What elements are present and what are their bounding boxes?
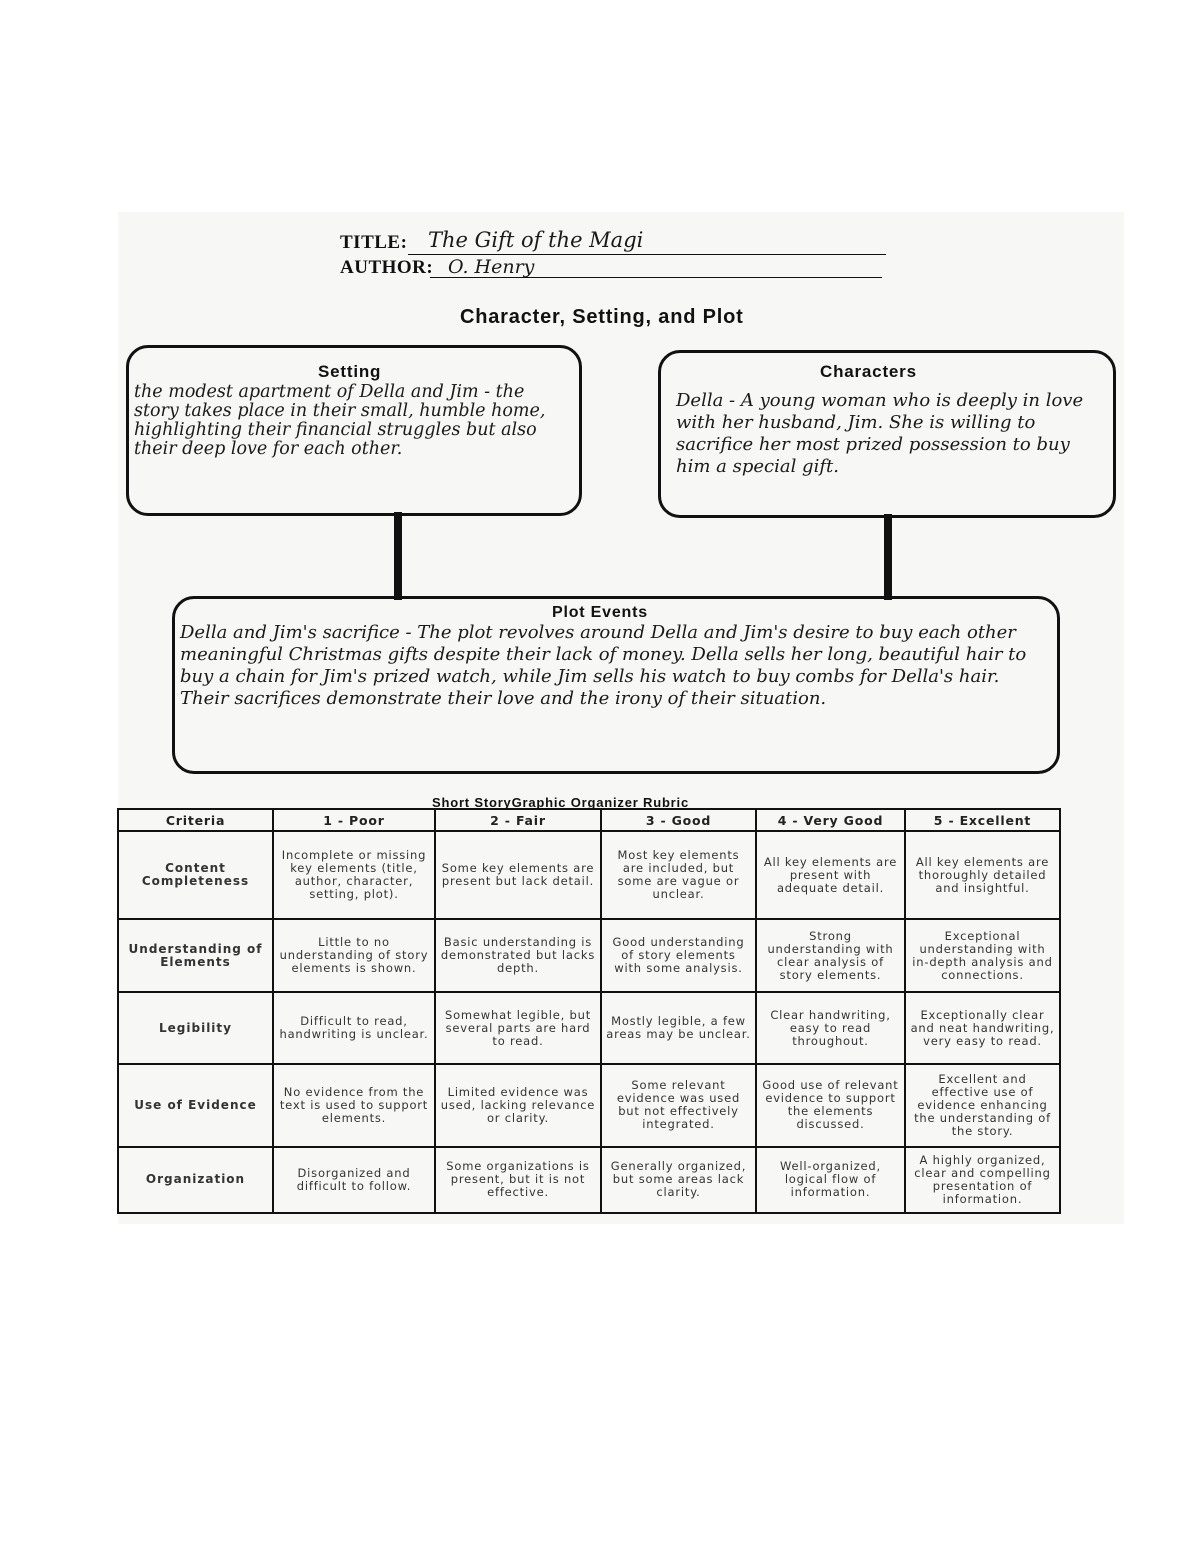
table-row [118,831,1060,919]
rubric-caption: Short StoryGraphic Organizer Rubric [432,795,689,810]
header-poor: 1 - Poor [273,809,435,831]
table-cell: Little to no understanding of story elements is shown. [273,919,435,991]
table-row [118,919,1060,991]
table-cell: Good use of relevant evidence to support the elements discussed. [756,1064,905,1146]
table-cell: Most key elements are included, but some are vague or unclear. [601,831,756,919]
author-label: AUTHOR: [340,257,434,278]
header-good: 3 - Good [601,809,756,831]
criteria-cell: Content Completeness [118,831,273,919]
header-fair: 2 - Fair [435,809,601,831]
table-row [118,992,1060,1064]
table-cell: Somewhat legible, but several parts are hard to read. [435,992,601,1064]
table-row [118,1064,1060,1146]
table-cell: All key elements are present with adequate detail. [756,831,905,919]
characters-plot-connector [884,514,892,600]
table-cell: Incomplete or missing key elements (title, author, character, setting, plot). [273,831,435,919]
author-value: O. Henry [448,256,535,278]
section-title: Character, Setting, and Plot [460,306,744,328]
characters-text: Della - A young woman who is deeply in love with her husband, Jim. She is willing to sacrifice her most prized possession to buy him a special gift. [676,390,1084,477]
setting-plot-connector [394,512,402,600]
table-cell: Mostly legible, a few areas may be unclear. [601,992,756,1064]
rubric-table [117,808,1061,1214]
table-cell: Basic understanding is demonstrated but lacks depth. [435,919,601,991]
criteria-cell: Understanding of Elements [118,919,273,991]
table-cell: No evidence from the text is used to support elements. [273,1064,435,1146]
characters-title: Characters [820,362,917,381]
plot-text: Della and Jim's sacrifice - The plot revolves around Della and Jim's desire to buy each other meaningful Christmas gifts despite their lack of money. Della sells her long, beautiful hair to buy a chain for Jim's prized watch, while Jim sells his watch to buy combs for Della's hair. Their sacrifices demonstrate their love and the irony of their situation. [180,622,1027,709]
table-cell: Some organizations is present, but it is not effective. [435,1147,601,1213]
table-cell: Strong understanding with clear analysis of story elements. [756,919,905,991]
table-cell: Exceptionally clear and neat handwriting, very easy to read. [905,992,1060,1064]
table-cell: Limited evidence was used, lacking relevance or clarity. [435,1064,601,1146]
title-row [340,232,407,254]
table-cell: Clear handwriting, easy to read throughout. [756,992,905,1064]
title-underline [408,254,886,255]
criteria-cell: Organization [118,1147,273,1213]
table-cell: Generally organized, but some areas lack clarity. [601,1147,756,1213]
table-cell: Difficult to read, handwriting is unclear. [273,992,435,1064]
plot-title: Plot Events [552,604,648,621]
author-row [340,257,433,279]
setting-title: Setting [318,362,382,381]
table-cell: A highly organized, clear and compelling presentation of information. [905,1147,1060,1213]
table-cell: Exceptional understanding with in-depth analysis and connections. [905,919,1060,991]
criteria-cell: Use of Evidence [118,1064,273,1146]
rubric-header-row [118,809,1060,831]
table-cell: Some relevant evidence was used but not effectively integrated. [601,1064,756,1146]
title-value: The Gift of the Magi [428,228,644,252]
table-cell: All key elements are thoroughly detailed and insightful. [905,831,1060,919]
table-cell: Some key elements are present but lack detail. [435,831,601,919]
header-excellent: 5 - Excellent [905,809,1060,831]
criteria-cell: Legibility [118,992,273,1064]
title-label: TITLE: [340,232,408,253]
table-row [118,1147,1060,1213]
table-cell: Excellent and effective use of evidence enhancing the understanding of the story. [905,1064,1060,1146]
table-cell: Good understanding of story elements with some analysis. [601,919,756,991]
table-cell: Disorganized and difficult to follow. [273,1147,435,1213]
author-underline [430,277,882,278]
table-cell: Well-organized, logical flow of information. [756,1147,905,1213]
setting-text: the modest apartment of Della and Jim - the story takes place in their small, humble home, highlighting their financial struggles but also their deep love for each other. [134,382,546,459]
header-criteria: Criteria [118,809,273,831]
header-very-good: 4 - Very Good [756,809,905,831]
